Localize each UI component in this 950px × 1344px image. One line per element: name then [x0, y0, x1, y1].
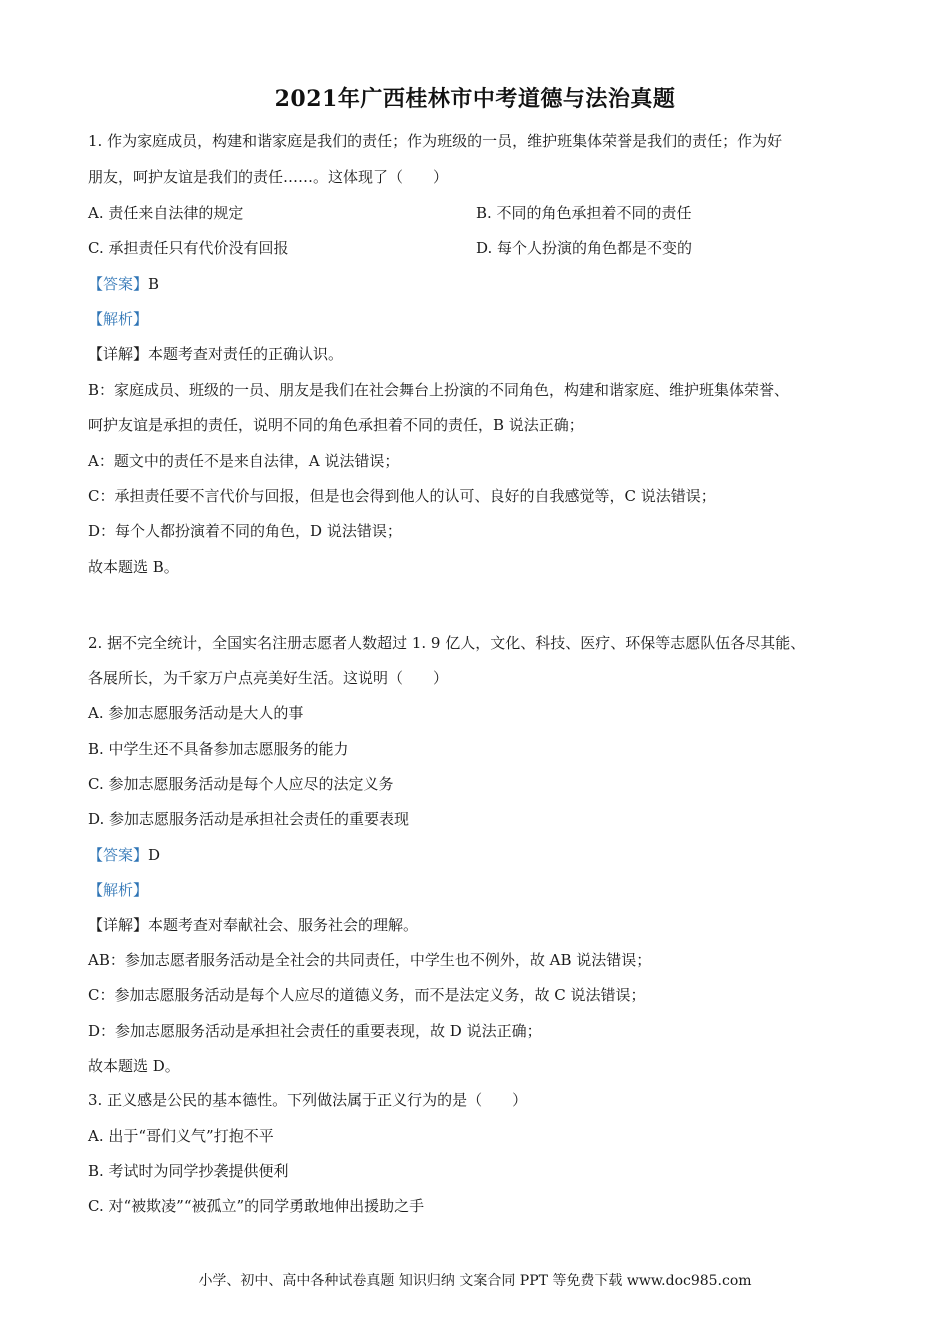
q1-conclusion: 故本题选 B。	[88, 558, 179, 576]
q2-stem-line2: 各展所长，为千家万户点亮美好生活。这说明（ ）	[88, 669, 449, 687]
page-title: 2021年广西桂林市中考道德与法治真题	[274, 86, 676, 112]
q2-option-d: D. 参加志愿服务活动是承担社会责任的重要表现	[88, 810, 410, 828]
q2-stem-line1: 2. 据不完全统计，全国实名注册志愿者人数超过 1. 9 亿人，文化、科技、医疗、环保等志愿队伍各尽其能、	[88, 634, 806, 652]
page-footer: 小学、初中、高中各种试卷真题 知识归纳 文案合同 PPT 等免费下载 www.doc985.com	[198, 1273, 752, 1289]
q1-exp-d: D：每个人都扮演着不同的角色，D 说法错误；	[88, 522, 402, 540]
q1-detail: 【详解】本题考查对责任的正确认识。	[88, 345, 344, 363]
q1-stem-line2: 朋友，呵护友谊是我们的责任……。这体现了（ ）	[88, 168, 449, 186]
q2-option-a: A. 参加志愿服务活动是大人的事	[88, 704, 304, 722]
q2-conclusion: 故本题选 D。	[88, 1057, 180, 1075]
q1-exp-b-line2: 呵护友谊是承担的责任，说明不同的角色承担着不同的责任，B 说法正确；	[88, 416, 584, 434]
answer-value: B	[148, 275, 160, 293]
q2-analysis-tag: 【解析】	[88, 881, 149, 899]
q1-option-a: A. 责任来自法律的规定	[88, 204, 244, 222]
q1-exp-b-line1: B：家庭成员、班级的一员、朋友是我们在社会舞台上扮演的不同角色，构建和谐家庭、维护班集体荣誉、	[88, 381, 790, 399]
q1-exp-a: A：题文中的责任不是来自法律，A 说法错误；	[88, 452, 400, 470]
q3-option-a: A. 出于“哥们义气”打抱不平	[88, 1127, 274, 1145]
q1-option-d: D. 每个人扮演的角色都是不变的	[476, 239, 693, 257]
q1-stem-line1: 1. 作为家庭成员，构建和谐家庭是我们的责任；作为班级的一员，维护班集体荣誉是我们的责任；作为好	[88, 132, 783, 150]
q1-option-c: C. 承担责任只有代价没有回报	[88, 239, 289, 257]
q2-exp-c: C：参加志愿服务活动是每个人应尽的道德义务，而不是法定义务，故 C 说法错误；	[88, 986, 646, 1004]
q2-detail: 【详解】本题考查对奉献社会、服务社会的理解。	[88, 916, 419, 934]
q1-exp-c: C：承担责任要不言代价与回报，但是也会得到他人的认可、良好的自我感觉等，C 说法错误；	[88, 487, 716, 505]
q3-stem: 3. 正义感是公民的基本德性。下列做法属于正义行为的是（ ）	[88, 1091, 528, 1109]
q2-option-c: C. 参加志愿服务活动是每个人应尽的法定义务	[88, 775, 394, 793]
q1-answer	[88, 274, 159, 294]
q3-option-b: B. 考试时为同学抄袭提供便利	[88, 1162, 289, 1180]
q1-analysis-tag: 【解析】	[88, 310, 149, 328]
q2-option-b: B. 中学生还不具备参加志愿服务的能力	[88, 740, 349, 758]
q1-option-b: B. 不同的角色承担着不同的责任	[476, 204, 692, 222]
answer-tag: 【答案】	[88, 846, 149, 864]
answer-tag: 【答案】	[88, 275, 149, 293]
q3-option-c: C. 对“被欺凌”“被孤立”的同学勇敢地伸出援助之手	[88, 1197, 425, 1215]
q2-exp-ab: AB：参加志愿者服务活动是全社会的共同责任，中学生也不例外，故 AB 说法错误；	[88, 951, 652, 969]
answer-value: D	[148, 846, 161, 864]
q2-exp-d: D：参加志愿服务活动是承担社会责任的重要表现，故 D 说法正确；	[88, 1022, 542, 1040]
q2-answer	[88, 845, 160, 865]
